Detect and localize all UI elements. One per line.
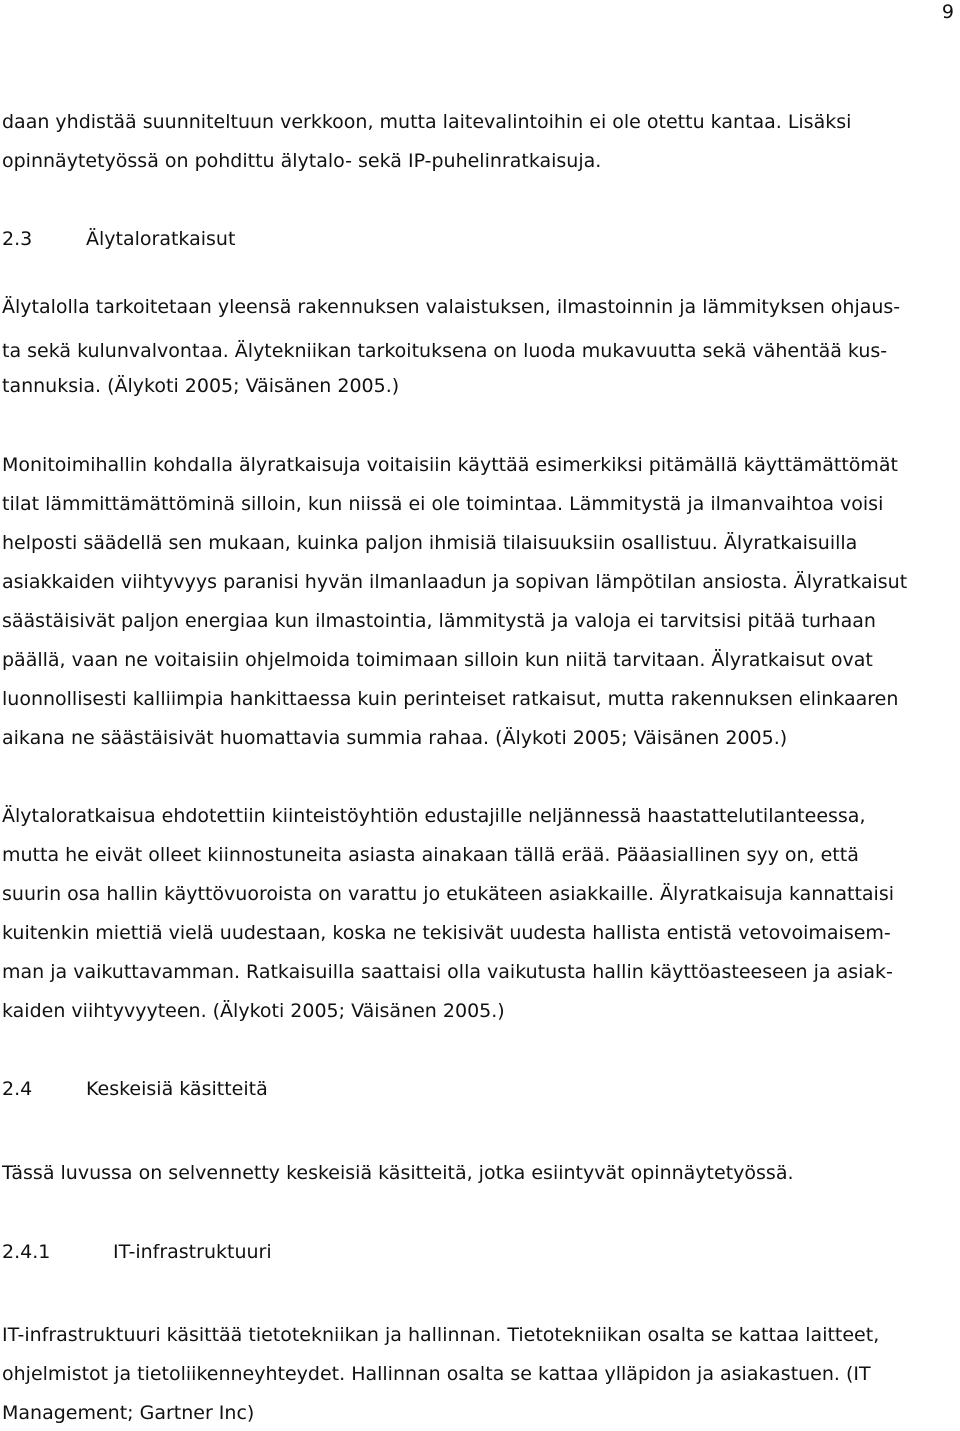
text-line: ta sekä kulunvalvontaa. Älytekniikan tarkoituksena on luoda mukavuutta sekä vähentää kus- — [2, 340, 888, 362]
text-line: ohjelmistot ja tietoliikenneyhteydet. Hallinnan osalta se kattaa ylläpidon ja asiakastuen. (IT — [2, 1363, 871, 1385]
page-number: 9 — [941, 1, 954, 23]
text-line: kaiden viihtyvyyteen. (Älykoti 2005; Väisänen 2005.) — [2, 1000, 505, 1022]
heading-title: Keskeisiä käsitteitä — [86, 1078, 268, 1100]
text-line: kuitenkin miettiä vielä uudestaan, koska ne tekisivät uudesta hallista entistä vetovoimaisem- — [2, 922, 891, 944]
text-line: suurin osa hallin käyttövuoroista on varattu jo etukäteen asiakkaille. Älyratkaisuja kannattaisi — [2, 883, 894, 905]
text-line: opinnäytetyössä on pohdittu älytalo- sekä IP-puhelinratkaisuja. — [2, 150, 602, 172]
text-line: Älytalolla tarkoitetaan yleensä rakennuksen valaistuksen, ilmastoinnin ja lämmityksen ohjaus- — [2, 296, 901, 318]
text-line: daan yhdistää suunniteltuun verkkoon, mutta laitevalintoihin ei ole otettu kantaa. Lisäksi — [2, 111, 852, 133]
text-line: Monitoimihallin kohdalla älyratkaisuja voitaisiin käyttää esimerkiksi pitämällä käyttämättömät — [2, 454, 898, 476]
text-line: helposti säädellä sen mukaan, kuinka paljon ihmisiä tilaisuuksiin osallistuu. Älyratkaisuilla — [2, 532, 858, 554]
heading-title: IT-infrastruktuuri — [113, 1241, 272, 1263]
text-line: Älytaloratkaisua ehdotettiin kiinteistöyhtiön edustajille neljännessä haastattelutilanteessa, — [2, 805, 866, 827]
heading-number: 2.3 — [2, 228, 33, 250]
text-line: aikana ne säästäisivät huomattavia summia rahaa. (Älykoti 2005; Väisänen 2005.) — [2, 727, 788, 749]
text-line: luonnollisesti kalliimpia hankittaessa kuin perinteiset ratkaisut, mutta rakennuksen elinkaaren — [2, 688, 899, 710]
text-line: Tässä luvussa on selvennetty keskeisiä käsitteitä, jotka esiintyvät opinnäytetyössä. — [2, 1162, 794, 1184]
text-line: mutta he eivät olleet kiinnostuneita asiasta ainakaan tällä erää. Pääasiallinen syy on, että — [2, 844, 859, 866]
heading-number: 2.4.1 — [2, 1241, 51, 1263]
text-line: säästäisivät paljon energiaa kun ilmastointia, lämmitystä ja valoja ei tarvitsisi pitää turhaan — [2, 610, 876, 632]
heading-title: Älytaloratkaisut — [86, 228, 236, 250]
text-line: tilat lämmittämättöminä silloin, kun niissä ei ole toimintaa. Lämmitystä ja ilmanvaihtoa voisi — [2, 493, 884, 515]
text-line: tannuksia. (Älykoti 2005; Väisänen 2005.) — [2, 375, 400, 397]
text-line: IT-infrastruktuuri käsittää tietotekniikan ja hallinnan. Tietotekniikan osalta se kattaa laitteet, — [2, 1324, 880, 1346]
text-line: päällä, vaan ne voitaisiin ohjelmoida toimimaan silloin kun niitä tarvitaan. Älyratkaisut ovat — [2, 649, 873, 671]
text-line: asiakkaiden viihtyvyys paranisi hyvän ilmanlaadun ja sopivan lämpötilan ansiosta. Älyratkaisut — [2, 571, 908, 593]
text-line: Management; Gartner Inc) — [2, 1402, 255, 1424]
heading-number: 2.4 — [2, 1078, 33, 1100]
text-line: man ja vaikuttavamman. Ratkaisuilla saattaisi olla vaikutusta hallin käyttöasteeseen ja asiak- — [2, 961, 893, 983]
